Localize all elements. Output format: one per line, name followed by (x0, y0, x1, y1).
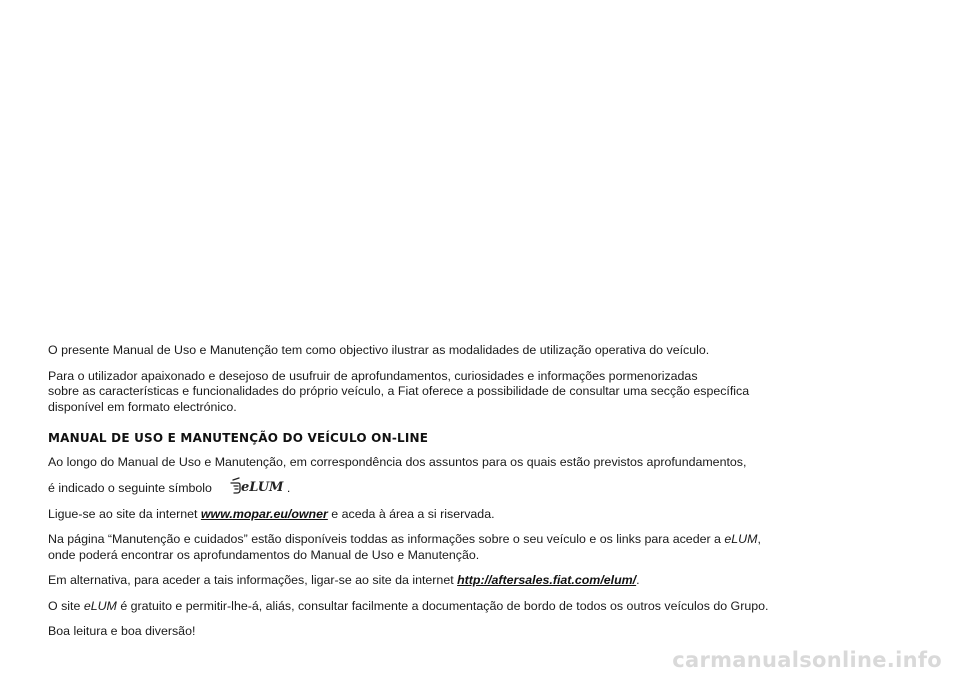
page-paragraph (48, 532, 928, 563)
manual-intro-page (48, 343, 928, 650)
alt-text-before: Em alternativa, para aceder a tais informações, ligar-se ao site da internet (48, 573, 458, 587)
site-paragraph (48, 507, 928, 523)
symbol-intro-text: Ao longo do Manual de Uso e Manutenção, em correspondência dos assuntos para os quais estão previstos aprofundamentos, (48, 454, 747, 469)
page-line-2: onde poderá encontrar os aprofundamentos do Manual de Uso e Manutenção. (48, 547, 480, 562)
free-text-after: é gratuito e permitir-lhe-á, aliás, consultar facilmente a documentação de bordo de todos os outros veículos do Grupo. (116, 598, 769, 613)
symbol-line (48, 474, 928, 497)
site-text-after: e aceda à área a si riservada. (327, 506, 495, 521)
symbol-line-text: é indicado o seguinte símbolo (48, 481, 212, 495)
symbol-line-end: . (286, 481, 291, 495)
alternative-paragraph (48, 573, 928, 589)
enthusiast-line-2: sobre as características e funcionalidades do próprio veículo, a Fiat oferece a possibilidade de consultar uma secção específica (48, 384, 750, 398)
elum-term-2: eLUM (83, 598, 117, 613)
alt-text-after: . (636, 573, 640, 587)
elum-hand-icon (229, 474, 284, 496)
free-text-before: O site (48, 598, 84, 613)
site-text-before: Ligue-se ao site da internet (48, 506, 201, 521)
mopar-owner-link[interactable]: www.mopar.eu/owner (200, 506, 328, 521)
elum-symbol-text: eLUM (241, 480, 284, 495)
free-site-paragraph (48, 599, 928, 615)
closing-paragraph (48, 624, 928, 640)
section-heading: MANUAL DE USO E MANUTENÇÃO DO VEÍCULO ON-LINE (48, 431, 429, 445)
enthusiast-line-1: Para o utilizador apaixonado e desejoso de usufruir de aprofundamentos, curiosidades e informações pormenorizadas (48, 368, 698, 383)
enthusiast-paragraph (48, 369, 928, 416)
intro-paragraph (48, 343, 928, 359)
intro-text: O presente Manual de Uso e Manutenção tem como objectivo ilustrar as modalidades de utilização operativa do veículo. (48, 343, 710, 357)
watermark: carmanualsonline.info (672, 648, 942, 672)
aftersales-link[interactable]: http://aftersales.fiat.com/elum/ (457, 573, 637, 587)
closing-text: Boa leitura e boa diversão! (48, 624, 196, 638)
page-text-before: Na página “Manutenção e cuidados” estão disponíveis toddas as informações sobre o seu veículo e os links para aceder a (48, 532, 725, 546)
symbol-paragraph (48, 455, 928, 471)
enthusiast-line-3: disponível em formato electrónico. (48, 399, 237, 414)
page-text-after: , (757, 532, 761, 546)
elum-term: eLUM (724, 532, 758, 546)
